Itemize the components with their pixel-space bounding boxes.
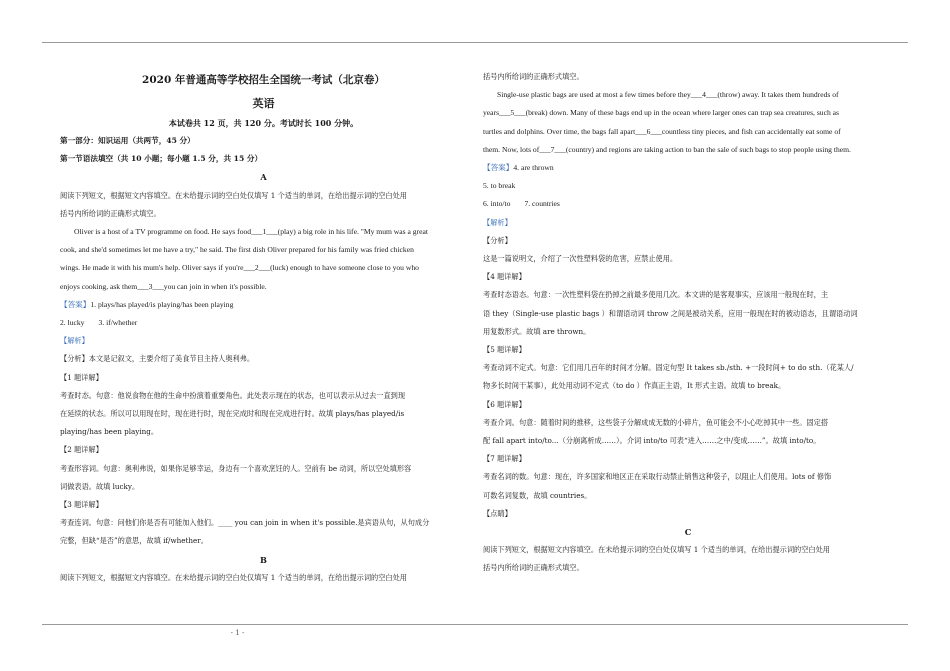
q2-detail: 词做表语。故填 lucky。 — [60, 481, 140, 491]
q2-detail: 考查形容词。句意：奥利弗说，如果你足够幸运，身边有一个喜欢烹饪的人。空前有 be 动词，所以空处填形容 — [60, 463, 412, 473]
answer-6: 6. into/to — [483, 199, 511, 209]
analysis-heading: 【分析】 — [483, 235, 512, 245]
answer-line — [483, 159, 893, 177]
answer-5: 5. to break — [483, 181, 516, 191]
answer-row — [60, 314, 467, 332]
q3-detail: 考查连词。句意：问他们你是否有可能加入他们。____ you can join in when it's possible.是宾语从句，从句成分 — [60, 518, 430, 528]
right-column — [483, 68, 893, 578]
answer-row — [483, 195, 893, 213]
q6-heading: 【6 题详解】 — [483, 399, 526, 409]
answer-1: 1. plays/has played/is playing/has been playing — [90, 299, 234, 309]
q7-detail: 考查名词的数。句意：现在，许多国家和地区正在采取行动禁止销售这种袋子，以阻止人们使用。lots of 修饰 — [483, 472, 832, 482]
section-b-instruction: 阅读下列短文，根据短文内容填空。在未给提示词的空白处仅填写 1 个适当的单词，在给出提示词的空白处用 — [60, 572, 407, 582]
q4-heading: 【4 题详解】 — [483, 272, 526, 282]
q3-detail: 完整，但缺“是否”的意思，故填 if/whether。 — [60, 536, 208, 546]
q1-detail: 在延续的状态。所以可以用现在时，现在进行时，现在完成时和现在完成进行时。故填 plays/has played/is — [60, 409, 405, 419]
subject-title: 英语 — [252, 97, 275, 110]
q1-detail: playing/has been playing。 — [60, 427, 159, 437]
q4-detail: 语 they（Single-use plastic bags ）和谓语动词 throw 之间是被动关系，应用一般现在时的被动语态，且谓语动词 — [483, 308, 858, 318]
analysis-tag: 【解析】 — [60, 336, 89, 346]
section-heading: 第一节语法填空（共 10 小题；每小题 1.5 分，共 15 分） — [60, 154, 263, 164]
passage-b-line: Single-use plastic bags are used at most a few times before they___4___(throw) away. It takes them hundreds of — [497, 90, 839, 100]
answer-3: 3. if/whether — [98, 318, 138, 328]
q5-heading: 【5 题详解】 — [483, 345, 526, 355]
answer-tag: 【答案】 — [483, 163, 514, 173]
exam-title: 2020 年普通高等学校招生全国统一考试（北京卷） — [142, 74, 385, 86]
q2-heading: 【2 题详解】 — [60, 445, 103, 455]
answer-7: 7. countries — [524, 199, 560, 209]
answer-4: 4. are thrown — [513, 163, 554, 173]
passage-b-line: them. Now, lots of___7___(country) and regions are taking action to ban the sale of such bags to stop people using them. — [483, 144, 851, 154]
section-a-instruction-cont: 括号内所给词的正确形式填空。 — [60, 208, 161, 218]
analysis-text: 这是一篇说明文，介绍了一次性塑料袋的危害，应禁止使用。 — [483, 254, 678, 264]
analysis-intro: 【分析】本文是记叙文，主要介绍了美食节目主持人奥利弗。 — [60, 354, 255, 364]
passage-a-line: enjoys cooking, ask them___3___you can join in when it's possible. — [60, 281, 267, 291]
section-b-instruction-cont: 括号内所给词的正确形式填空。 — [483, 72, 584, 81]
answer-line — [60, 296, 467, 314]
answer-2: 2. lucky — [60, 318, 85, 328]
exam-info: 本试卷共 12 页，共 120 分。考试时长 100 分钟。 — [168, 118, 359, 128]
section-b-letter: B — [260, 554, 267, 565]
q6-detail: 考查介词。句意：随着时间的推移，这些袋子分解成成无数的小碎片，鱼可能会不小心吃掉其中一些。固定搭 — [483, 417, 829, 427]
passage-b-line: turtles and dolphins. Over time, the bags fall apart___6___countless tiny pieces, and fish can accidentally eat some of — [483, 126, 841, 136]
part-heading: 第一部分：知识运用（共两节，45 分） — [60, 136, 195, 145]
q4-detail: 考查时态语态。句意：一次性塑料袋在扔掉之前最多使用几次。本文讲的是客观事实，应该用一般现在时，主 — [483, 290, 829, 300]
section-c-instruction-cont: 括号内所给词的正确形式填空。 — [483, 563, 584, 573]
bottom-rule — [42, 624, 908, 625]
tip-heading: 【点睛】 — [483, 508, 512, 518]
q5-detail: 物多长时间干某事），此处用动词不定式（to do ）作真正主语，It 形式主语。故填 to break。 — [483, 381, 786, 391]
section-a-letter: A — [260, 172, 267, 183]
top-rule — [42, 42, 908, 43]
q5-detail: 考查动词不定式。句意：它们用几百年的时间才分解。固定句型 It takes sb./sth. +一段时间+ to do sth.（花某人/ — [483, 363, 854, 373]
section-c-instruction: 阅读下列短文，根据短文内容填空。在未给提示词的空白处仅填写 1 个适当的单词，在给出提示词的空白处用 — [483, 545, 830, 555]
passage-a-line: Oliver is a host of a TV programme on food. He says food___1___(play) a big role in his life. "My mum was a great — [74, 227, 428, 237]
q1-heading: 【1 题详解】 — [60, 372, 103, 382]
passage-a-line: wings. He made it with his mum's help. Oliver says if you're___2___(luck) enough to have someone close to you who — [60, 263, 419, 273]
section-c-letter: C — [684, 527, 692, 538]
q3-heading: 【3 题详解】 — [60, 500, 103, 510]
q7-heading: 【7 题详解】 — [483, 454, 526, 464]
passage-b-line: years___5___(break) down. Many of these bags end up in the ocean where larger ones can trap sea creatures, such as — [483, 108, 839, 118]
left-column — [60, 68, 467, 587]
q4-detail: 用复数形式。故填 are thrown。 — [483, 326, 591, 336]
q7-detail: 可数名词复数，故填 countries。 — [483, 490, 592, 500]
section-a-instruction: 阅读下列短文，根据短文内容填空。在未给提示词的空白处仅填写 1 个适当的单词，在给出提示词的空白处用 — [60, 190, 407, 200]
passage-a-line: cook, and she'd sometimes let me have a try," he said. The first dish Oliver prepared for his family was fried chicken — [60, 245, 414, 255]
analysis-tag: 【解析】 — [483, 217, 512, 227]
q1-detail: 考查时态。句意：他说食物在他的生命中扮演着重要角色。此处表示现在的状态，也可以表示从过去一直到现 — [60, 390, 406, 400]
answer-tag: 【答案】 — [60, 299, 91, 309]
page-number: - 1 - — [230, 629, 245, 637]
q6-detail: 配 fall apart into/to...（分崩离析成……）。介词 into/to 可表“进入……之中/变成……”。故填 into/to。 — [483, 436, 821, 446]
